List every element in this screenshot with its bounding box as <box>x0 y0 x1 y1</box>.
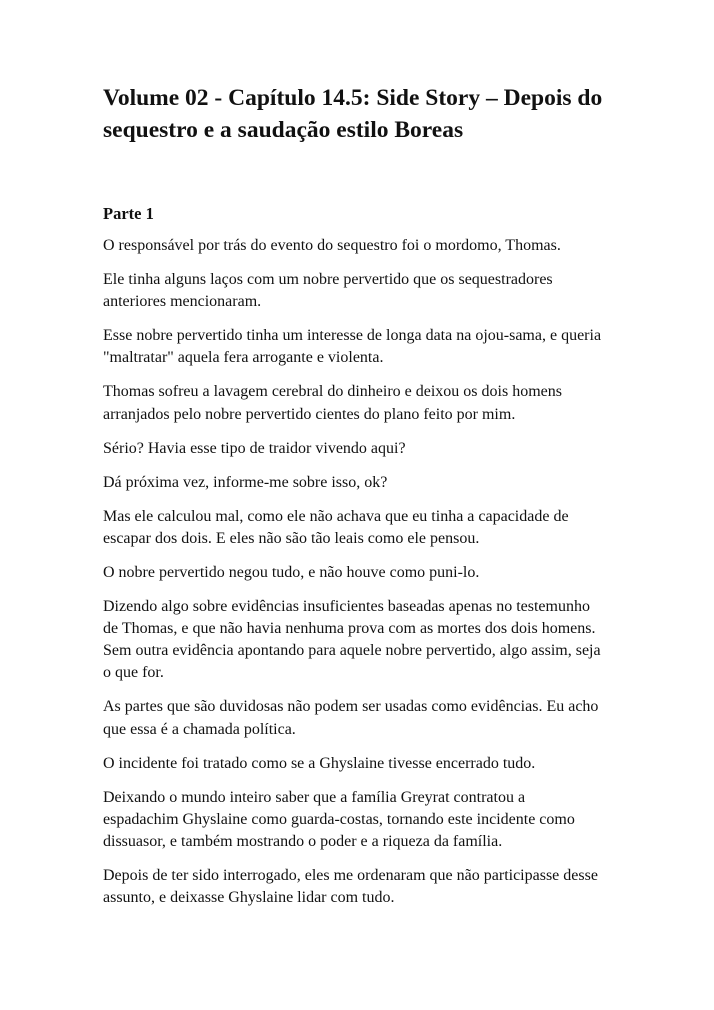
paragraph: Esse nobre pervertido tinha um interesse de longa data na ojou-sama, e queria "maltratar" aquela fera arrogante e violenta. <box>103 327 602 367</box>
section-heading: Parte 1 <box>103 204 154 223</box>
paragraph: As partes que são duvidosas não podem ser usadas como evidências. Eu acho que essa é a chamada política. <box>103 698 599 738</box>
paragraph: Mas ele calculou mal, como ele não achava que eu tinha a capacidade de escapar dos dois. E eles não são tão leais como ele pensou. <box>103 507 569 547</box>
paragraph: Depois de ter sido interrogado, eles me ordenaram que não participasse desse assunto, e deixasse Ghyslaine lidar com tudo. <box>103 867 598 907</box>
paragraph: O incidente foi tratado como se a Ghyslaine tivesse encerrado tudo. <box>103 754 536 772</box>
document-page <box>103 82 603 921</box>
paragraph: Dá próxima vez, informe-me sobre isso, ok? <box>103 473 388 491</box>
paragraph: O responsável por trás do evento do sequestro foi o mordomo, Thomas. <box>103 237 561 254</box>
paragraph: O nobre pervertido negou tudo, e não houve como puni-lo. <box>103 563 480 581</box>
paragraph: Sério? Havia esse tipo de traidor vivendo aqui? <box>103 439 406 457</box>
chapter-title: Volume 02 - Capítulo 14.5: Side Story – Depois do sequestro e a saudação estilo Boreas <box>103 85 603 143</box>
paragraph: Deixando o mundo inteiro saber que a família Greyrat contratou a espadachim Ghyslaine como guarda-costas, tornando este incidente como dissuasor, e também mostrando o poder e a riqueza da família. <box>103 788 575 851</box>
paragraph: Ele tinha alguns laços com um nobre pervertido que os sequestradores anteriores mencionaram. <box>103 271 553 311</box>
paragraph: Thomas sofreu a lavagem cerebral do dinheiro e deixou os dois homens arranjados pelo nobre pervertido cientes do plano feito por mim. <box>103 383 562 423</box>
paragraph: Dizendo algo sobre evidências insuficientes baseadas apenas no testemunho de Thomas, e que não havia nenhuma prova com as mortes dos dois homens. Sem outra evidência apontando para aquele nobre pervertido, algo assim, seja o que for. <box>103 597 601 682</box>
